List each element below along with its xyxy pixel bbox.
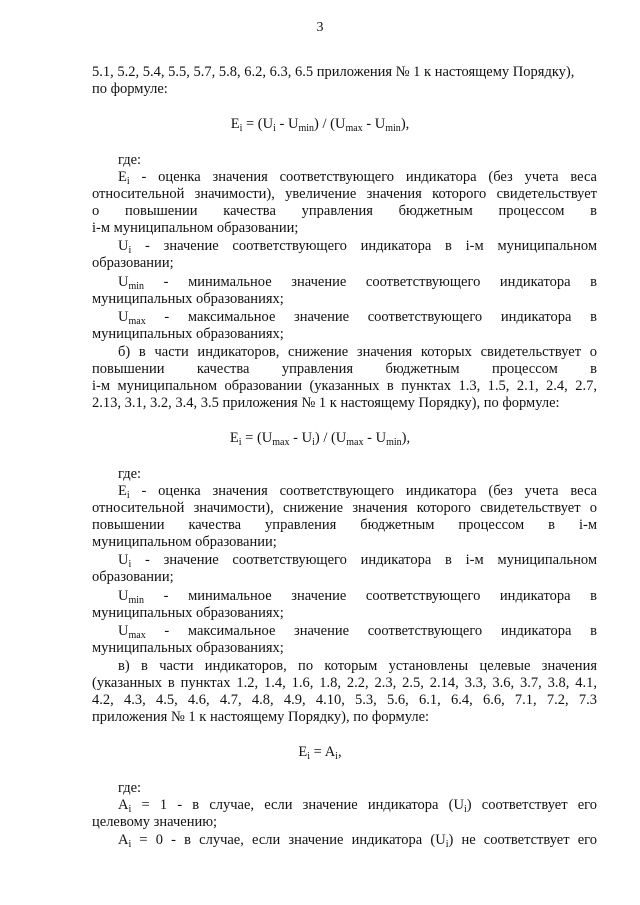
text-line: где: — [118, 466, 142, 482]
text-line: $A_i = 0 - в$ случае, если значение индикатора $(U_i)$ не соответствует его — [118, 832, 597, 850]
formula-a: $E_i = (U_i - U_{min}) / (U_{max} - U_{min})$, — [230, 116, 410, 134]
text-line: $U_{max}$ - максимальное значение соответствующего индикатора в — [118, 309, 597, 327]
text-line: повышении качества управления бюджетным процессом в — [92, 361, 597, 377]
text-line: муниципальном образовании; — [92, 534, 277, 550]
text-line: 4.2, 4.3, 4.5, 4.6, 4.7, 4.8, 4.9, 4.10, 5.3, 5.6, 6.1, 6.4, 6.6, 7.1, 7.2, 7.3 — [92, 692, 597, 708]
text-line: 5.1, 5.2, 5.4, 5.5, 5.7, 5.8, 6.2, 6.3, 6.5 приложения № 1 к настоящему Порядку), — [92, 64, 575, 80]
text-line: образовании; — [92, 569, 174, 585]
text-line: i-м муниципальном образовании (указанных в пунктах 1.3, 1.5, 2.1, 2.4, 2.7, — [92, 378, 597, 394]
text-line: $E_i$ - оценка значения соответствующего индикатора (без учета веса — [118, 483, 597, 501]
text-line: образовании; — [92, 255, 174, 271]
text-line: $U_{min}$ - минимальное значение соответствующего индикатора в — [118, 588, 597, 606]
text-line: повышении качества управления бюджетным процессом в i-м — [92, 517, 597, 533]
text-line: относительной значимости), снижение значения которого свидетельствует о — [92, 500, 597, 516]
text-line: $U_i$ - значение соответствующего индикатора в i-м муниципальном — [118, 238, 597, 256]
text-line: муниципальных образованиях; — [92, 605, 284, 621]
text-line: где: — [118, 780, 142, 796]
text-line: муниципальных образованиях; — [92, 291, 284, 307]
text-line: i-м муниципальном образовании; — [92, 220, 299, 236]
text-line: 2.13, 3.1, 3.2, 3.4, 3.5 приложения № 1 к настоящему Порядку), по формуле: — [92, 395, 560, 411]
text-line: $E_i$ - оценка значения соответствующего индикатора (без учета веса — [118, 169, 597, 187]
text-line: по формуле: — [92, 81, 168, 97]
text-line: относительной значимости), увеличение значения которого свидетельствует — [92, 186, 597, 202]
text-line: б) в части индикаторов, снижение значения которых свидетельствует о — [118, 344, 597, 360]
text-line: целевому значению; — [92, 814, 218, 830]
text-line: муниципальных образованиях; — [92, 640, 284, 656]
text-line: в) в части индикаторов, по которым установлены целевые значения — [118, 658, 597, 674]
page-number: 3 — [316, 20, 324, 35]
text-line: где: — [118, 152, 142, 168]
text-line: (указанных в пунктах 1.2, 1.4, 1.6, 1.8, 2.2, 2.3, 2.5, 2.14, 3.3, 3.6, 3.7, 3.8, 4.1, — [92, 675, 597, 691]
text-line: $A_i = 1 - в$ случае, если значение индикатора $(U_i)$ соответствует его — [118, 797, 597, 815]
text-line: $U_{max}$ - максимальное значение соответствующего индикатора в — [118, 623, 597, 641]
formula-c: $E_i = A_i$, — [298, 744, 342, 762]
text-line: муниципальных образованиях; — [92, 326, 284, 342]
text-line: о повышении качества управления бюджетным процессом в — [92, 203, 597, 219]
text-line: приложения № 1 к настоящему Порядку), по формуле: — [92, 709, 430, 725]
text-line: $U_{min}$ - минимальное значение соответствующего индикатора в — [118, 274, 597, 292]
formula-b: $E_i = (U_{max} - U_i) / (U_{max} - U_{min})$, — [229, 430, 411, 448]
text-line: $U_i$ - значение соответствующего индикатора в i-м муниципальном — [118, 552, 597, 570]
